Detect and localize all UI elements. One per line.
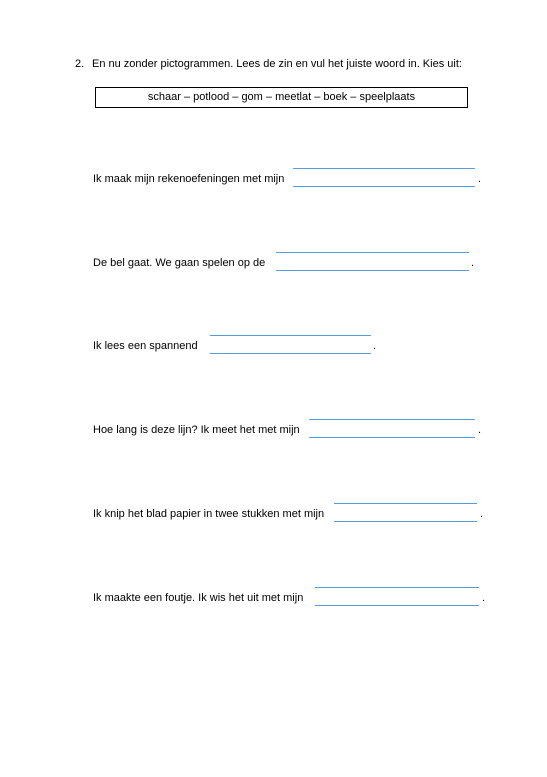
answer-blank[interactable]: [276, 252, 469, 271]
exercise-number: 2.: [75, 58, 85, 70]
sentence-text: Ik maakte een foutje. Ik wis het uit met mijn: [93, 592, 304, 604]
sentence-period: .: [478, 173, 482, 185]
answer-blank[interactable]: [309, 419, 475, 438]
exercise-instruction: En nu zonder pictogrammen. Lees de zin en vul het juiste woord in. Kies uit:: [92, 58, 462, 70]
word-bank-box: [95, 87, 468, 108]
sentence-period: .: [480, 508, 484, 520]
word-bank-text: schaar – potlood – gom – meetlat – boek – speelplaats: [147, 91, 416, 103]
answer-blank[interactable]: [315, 587, 479, 606]
sentence-period: .: [471, 257, 475, 269]
sentence-text: Ik lees een spannend: [93, 340, 198, 352]
sentence-text: Ik maak mijn rekenoefeningen met mijn: [93, 173, 285, 185]
sentence-period: .: [482, 592, 486, 604]
sentence-text: De bel gaat. We gaan spelen op de: [93, 257, 266, 269]
sentence-period: .: [373, 340, 377, 352]
exercise-header: [75, 58, 462, 70]
answer-blank[interactable]: [334, 503, 477, 522]
sentence-text: Hoe lang is deze lijn? Ik meet het met mijn: [93, 424, 300, 436]
answer-blank[interactable]: [210, 335, 371, 354]
sentence-text: Ik knip het blad papier in twee stukken met mijn: [93, 508, 325, 520]
sentence-period: .: [478, 424, 482, 436]
answer-blank[interactable]: [293, 168, 475, 187]
